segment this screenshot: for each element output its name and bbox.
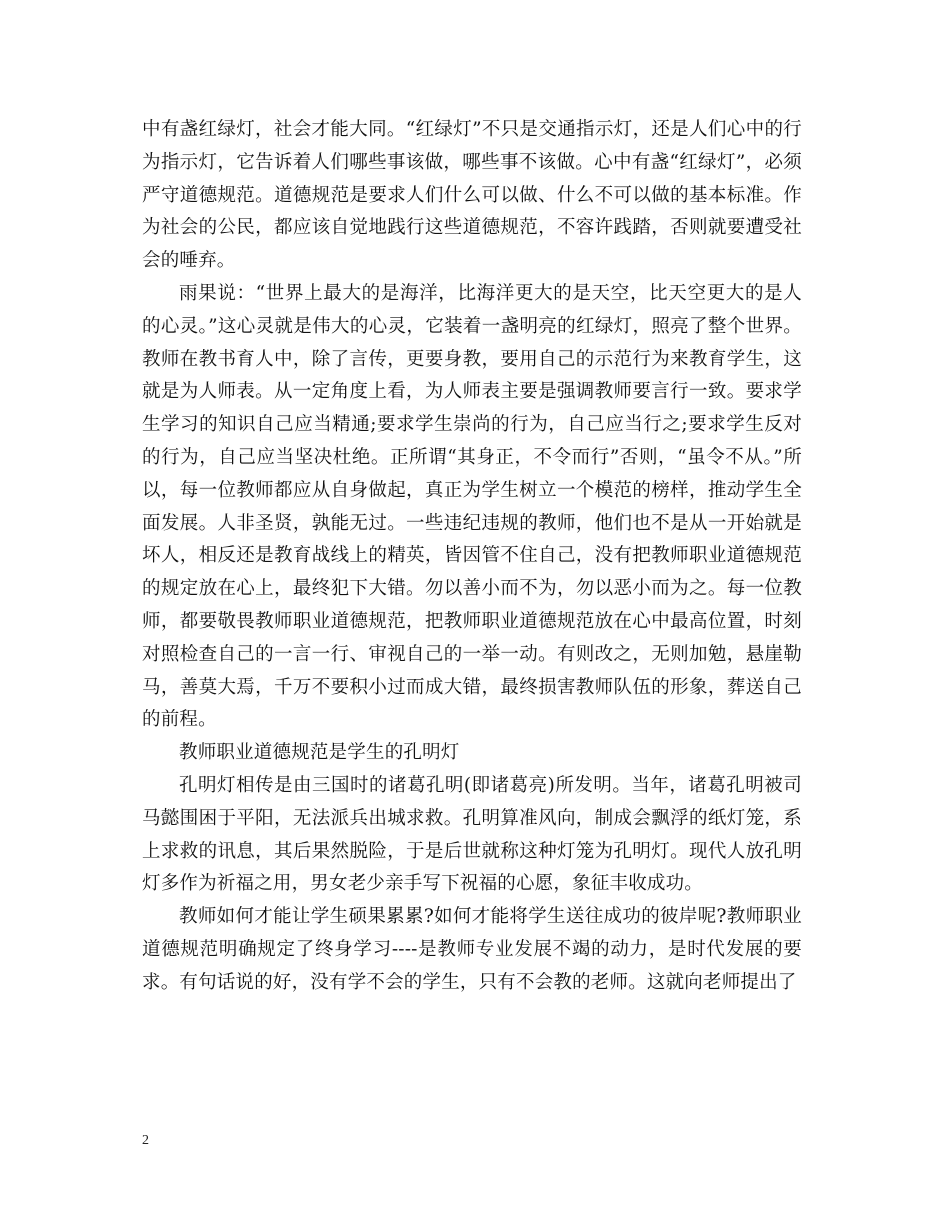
paragraph-hugo-quote: 雨果说：“世界上最大的是海洋，比海洋更大的是天空，比天空更大的是人的心灵。”这心灵就是伟大的心灵，它装着一盏明亮的红绿灯，照亮了整个世界。教师在教书育人中，除了言传，更要身教，要用自己的示范行为来教育学生，这就是为人师表。从一定角度上看，为人师表主要是强调教师要言行一致。要求学生学习的知识自己应当精通;要求学生崇尚的行为，自己应当行之;要求学生反对的行为，自己应当坚决杜绝。正所谓“其身正，不令而行”否则，“虽令不从。”所以，每一位教师都应从自身做起，真正为学生树立一个模范的榜样，推动学生全面发展。人非圣贤，孰能无过。一些违纪违规的教师，他们也不是从一开始就是坏人，相反还是教育战线上的精英，皆因管不住自己，没有把教师职业道德规范的规定放在心上，最终犯下大错。勿以善小而不为，勿以恶小而为之。每一位教师，都要敬畏教师职业道德规范，把教师职业道德规范放在心中最高位置，时刻对照检查自己的一言一行、审视自己的一举一动。有则改之，无则加勉，悬崖勒马，善莫大焉，千万不要积小过而成大错，最终损害教师队伍的形象，葬送自己的前程。	[142, 282, 802, 731]
paragraph-lifelong-learning: 教师如何才能让学生硕果累累?如何才能将学生送往成功的彼岸呢?教师职业道德规范明确规定了终身学习----是教师专业发展不竭的动力，是时代发展的要求。有句话说的好，没有学不会的学生，只有不会教的老师。这就向老师提出了	[142, 906, 802, 993]
paragraph-continuation: 中有盏红绿灯，社会才能大同。“红绿灯”不只是交通指示灯，还是人们心中的行为指示灯，它告诉着人们哪些事该做，哪些事不该做。心中有盏“红绿灯”，必须严守道德规范。道德规范是要求人们什么可以做、什么不可以做的基本标准。作为社会的公民，都应该自觉地践行这些道德规范，不容许践踏，否则就要遭受社会的唾弃。	[142, 119, 802, 272]
section-heading-kongming-lantern: 教师职业道德规范是学生的孔明灯	[179, 742, 460, 764]
page-number: 2	[142, 1133, 149, 1148]
document-body	[142, 114, 802, 1000]
paragraph-kongming-lantern-history: 孔明灯相传是由三国时的诸葛孔明(即诸葛亮)所发明。当年，诸葛孔明被司马懿围困于平阳，无法派兵出城求救。孔明算准风向，制成会飘浮的纸灯笼，系上求救的讯息，其后果然脱险，于是后世就称这种灯笼为孔明灯。现代人放孔明灯多作为祈福之用，男女老少亲手写下祝福的心愿，象征丰收成功。	[142, 774, 802, 895]
